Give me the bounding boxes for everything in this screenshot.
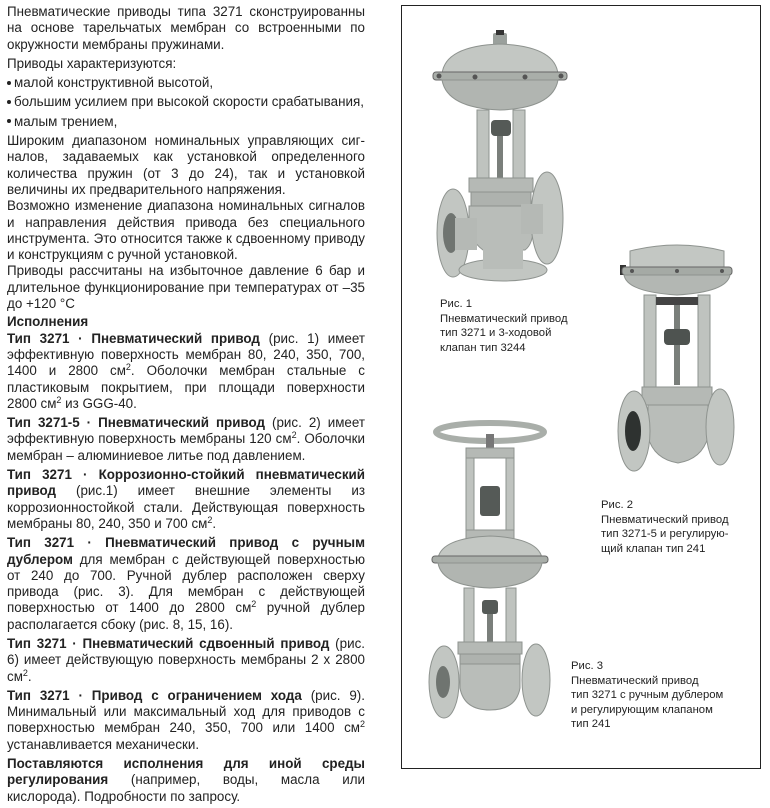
feature-item (7, 114, 365, 130)
caption-line: щий клапан тип 241 (601, 542, 706, 555)
figure-3-valve-image (420, 420, 560, 720)
superscript: 2 (125, 362, 131, 373)
version-title: Тип 3271-5 · Пневматический привод (7, 415, 266, 431)
figure-label: Рис. 3 (571, 660, 604, 672)
superscript: 2 (56, 394, 62, 405)
version-paragraph (7, 756, 365, 805)
version-title: Поставляются исполнения для иной среды регулирования (7, 756, 365, 788)
caption-line: тип 3271 и 3-ходовой (440, 327, 552, 339)
bullet-icon (7, 119, 11, 123)
figure-1-valve-image (425, 28, 575, 283)
version-text: . (27, 668, 32, 684)
version-text: (рис.1) имеет внешние элементы из коррозионностойкой стали. Действующая поверхность мембраны 80, 240, 350 и 700 см (7, 483, 365, 531)
version-title: Тип 3271 · Пневматический сдвоенный привод (7, 635, 330, 651)
version-text: ручной дублер располагается сбоку (рис. 8, 15, 16). (7, 600, 366, 632)
version-text: . Оболочки мембран стальные с пластиковым покрытием, при площади поверхности 2800 см (7, 363, 365, 411)
superscript: 2 (207, 514, 213, 525)
feature-text: большим усилием при высокой скорости срабатывания, (14, 94, 364, 110)
version-title: Тип 3271 · Пневматический привод (7, 330, 260, 346)
version-paragraph (7, 415, 365, 464)
version-text: из GGG-40. (61, 395, 137, 411)
pressure-paragraph: Приводы рассчитаны на избыточное давление 6 бар и длительное функционирование при температурах от –35 до +120 °С (7, 263, 365, 312)
features-title: Приводы характеризуются: (7, 55, 177, 71)
version-text: для мембран с действующей поверхностью от 240 до 700. Ручной дублер расположен сверху привода (рис. 3). Для мембран с действующей поверхностью от 1400 до 2800 см (7, 551, 365, 616)
figure-label: Рис. 1 (440, 298, 473, 310)
bullet-icon (7, 100, 11, 104)
feature-text: малым трением, (14, 113, 118, 129)
version-paragraph (7, 636, 365, 685)
version-paragraph (7, 331, 365, 412)
feature-item (7, 94, 365, 110)
version-text: (рис. 6) имеет действующую поверхность мембраны 2 x 2800 см (7, 635, 365, 684)
description-text-column (7, 4, 365, 808)
version-title: Тип 3271 · Привод с ограничением хода (7, 687, 302, 703)
feature-item (7, 75, 365, 91)
figure-1-caption (440, 297, 568, 355)
version-paragraph (7, 535, 365, 633)
change-paragraph: Возможно изменение диапазона номинальных сигналов и направления действия привода без специального инструмента. Это относится также к сдвоенному приводу и конструкциям с ручной установкой. (7, 198, 365, 263)
figure-label: Рис. 2 (601, 499, 634, 511)
caption-line: тип 241 (571, 718, 611, 730)
figure-2-valve-image (612, 237, 742, 477)
caption-line: клапан тип 3244 (440, 341, 526, 354)
caption-line: и регулирующим клапаном (571, 703, 713, 716)
figure-2-caption (601, 498, 729, 556)
version-text: (рис. 1) имеет эффективную поверхность мембран 80, 240, 350, 700, 1400 и 2800 см (7, 330, 366, 379)
version-paragraph (7, 467, 365, 532)
range-paragraph: Широким диапазоном номинальных управляющих сиг-налов, задаваемых как установкой определенного количества пружин (от 3 до 24), так и установкой величины их предварительного напряжения. (7, 133, 365, 197)
caption-line: Пневматический привод (440, 312, 568, 325)
bullet-icon (7, 81, 11, 85)
caption-line: Пневматический привод (601, 513, 729, 526)
version-text: (рис. 9). Минимальный или максимальный ход для приводов с поверхностью мембран 240, 350, 700 или 1400 см (7, 687, 365, 736)
version-text: (рис. 2) имеет эффективную поверхность мембраны 120 см (7, 415, 365, 447)
superscript: 2 (359, 719, 365, 730)
caption-line: тип 3271-5 и регулирую- (601, 528, 729, 540)
caption-line: тип 3271 с ручным дублером (571, 689, 724, 701)
versions-heading: Исполнения (7, 314, 89, 330)
version-text: (например, воды, масла или кислорода). Подробности по запросу. (7, 772, 365, 804)
intro-paragraph: Пневматические приводы типа 3271 сконструированны на основе тарельчатых мембран со встроенными по окружности мембраны пружинами. (7, 4, 365, 52)
version-text: . (212, 515, 217, 531)
figure-3-caption (571, 659, 723, 732)
versions-title (7, 314, 365, 330)
superscript: 2 (251, 599, 257, 610)
version-paragraph (7, 688, 365, 753)
caption-line: Пневматический привод (571, 674, 699, 687)
feature-text: малой конструктивной высотой, (14, 75, 214, 91)
version-title: Тип 3271 · Коррозионно-стойкий пневматический привод (7, 467, 365, 499)
version-text: . Оболочки мембран – алюминиевое литье под давлением. (7, 431, 365, 463)
superscript: 2 (22, 667, 28, 678)
version-title: Тип 3271 · Пневматический привод с ручным дублером (7, 535, 365, 567)
superscript: 2 (291, 430, 297, 441)
version-text: устанавливается механически. (7, 736, 200, 752)
